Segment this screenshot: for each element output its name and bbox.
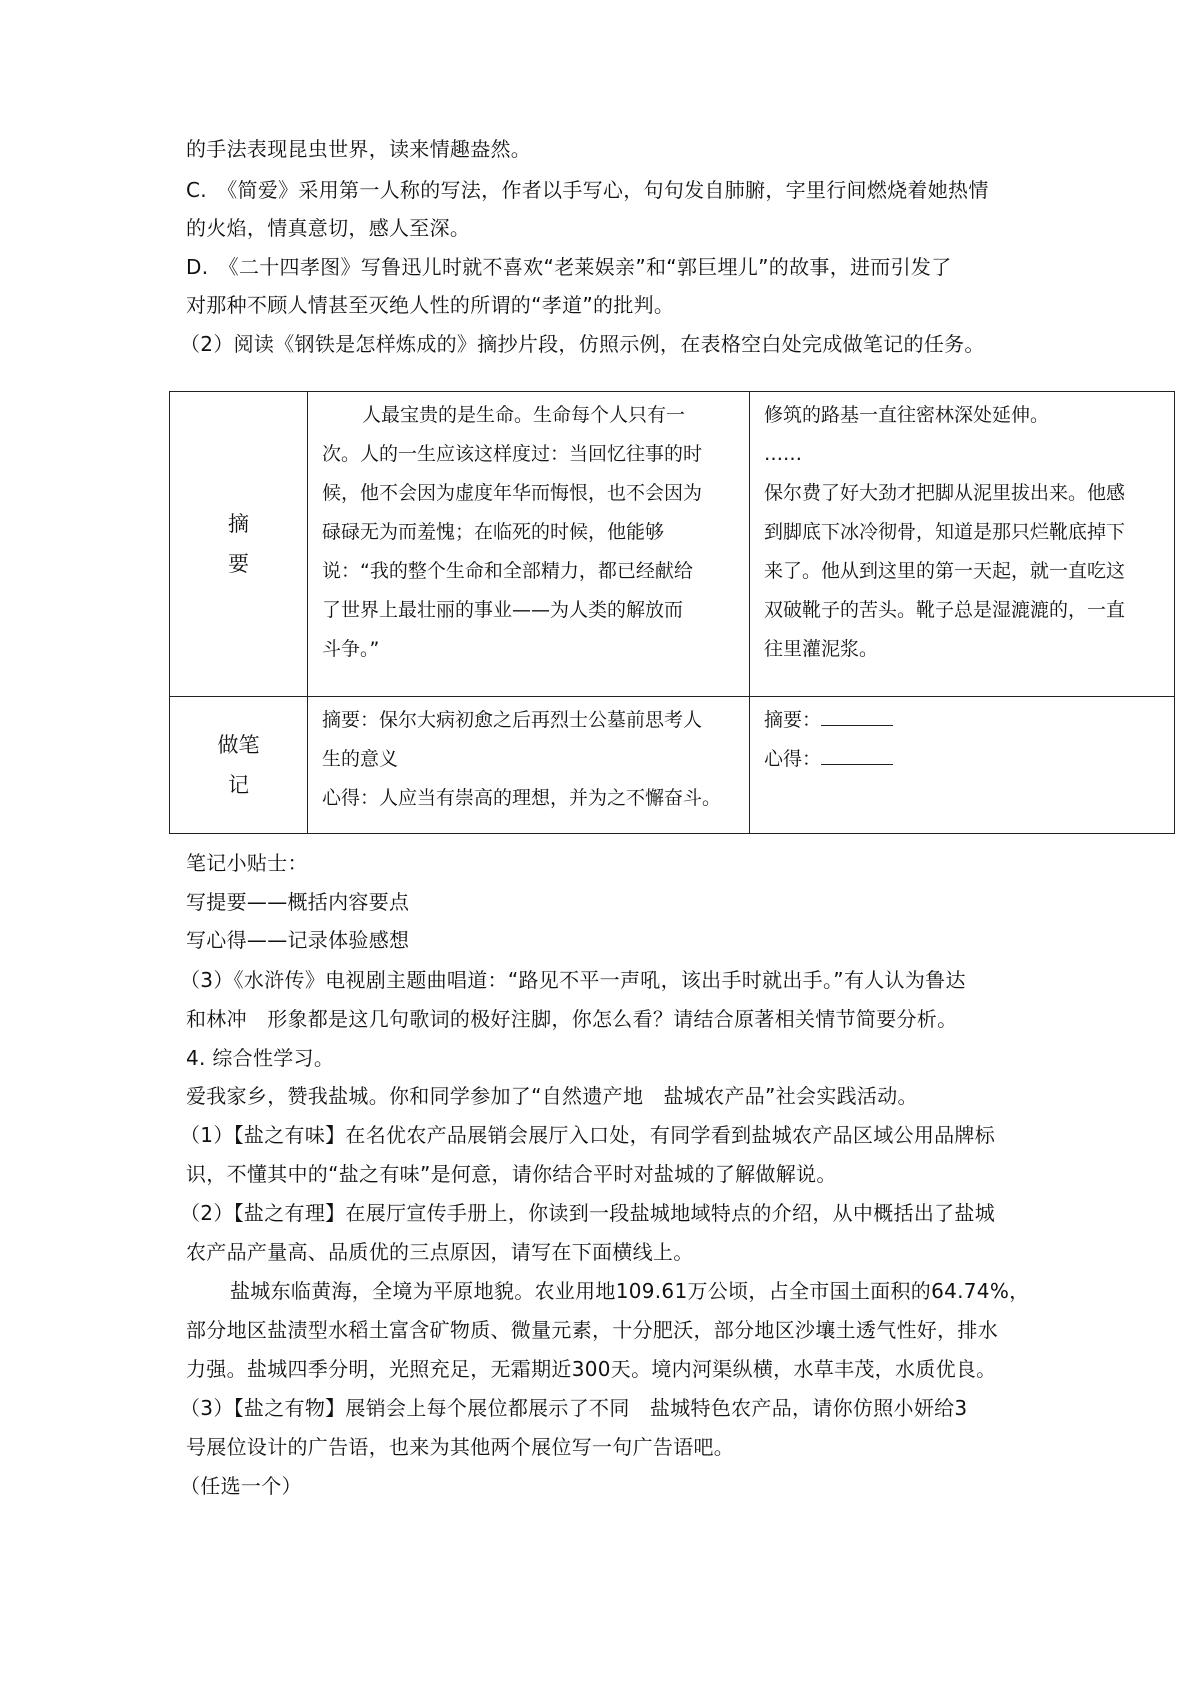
option-d-line-1: D. 《二十四孝图》写鲁迅儿时就不喜欢“老莱娱亲”和“郭巨埋儿”的故事，进而引发了 — [186, 255, 952, 279]
row-header-char: 做笔 — [217, 733, 260, 757]
excerpt-line: 保尔费了好大劲才把脚从泥里拔出来。他感 — [764, 482, 1126, 504]
summary-label: 摘要： — [764, 709, 822, 731]
question-2-prompt: （2）阅读《钢铁是怎样炼成的》摘抄片段，仿照示例，在表格空白处完成做笔记的任务。 — [180, 332, 985, 356]
excerpt-row-header — [170, 392, 308, 697]
excerpt-line: 斗争。” — [322, 638, 380, 660]
notes-line: 摘要：保尔大病初愈之后再烈士公墓前思考人 — [322, 709, 703, 731]
excerpt-line: 到脚底下冰冷彻骨，知道是那只烂靴底掉下 — [764, 521, 1126, 543]
subquestion-2-line-2: 农产品产量高、品质优的三点原因，请写在下面横线上。 — [186, 1240, 694, 1264]
insight-label: 心得： — [764, 748, 822, 770]
notes-row — [170, 697, 1175, 834]
excerpt-line: 来了。他从到这里的第一天起，就一直吃这 — [764, 560, 1126, 582]
text-line: 的手法表现昆虫世界，读来情趣盎然。 — [186, 137, 532, 161]
subquestion-3-line-1: （3）【盐之有物】展销会上每个展位都展示了不同 盐城特色农产品，请你仿照小妍给3 — [180, 1396, 968, 1420]
row-header-char: 记 — [228, 773, 249, 797]
excerpt-line: 候，他不会因为虚度年华而悔恨，也不会因为 — [322, 482, 703, 504]
row-header-char: 摘 — [228, 512, 249, 536]
option-c-line-2: 的火焰，情真意切，感人至深。 — [186, 216, 471, 240]
excerpt-line: 了世界上最壮丽的事业——为人类的解放而 — [322, 599, 684, 621]
excerpt-line: 碌碌无为而羞愧；在临死的时候，他能够 — [322, 521, 665, 543]
choose-one-note: （任选一个） — [180, 1474, 302, 1498]
excerpt-line: 往里灌泥浆。 — [764, 638, 879, 660]
option-d-line-2: 对那种不顾人情甚至灭绝人性的所谓的“孝道”的批判。 — [186, 293, 675, 317]
excerpt-line: 双破靴子的苦头。靴子总是湿漉漉的，一直 — [764, 599, 1126, 621]
excerpt-line: 次。人的一生应该这样度过：当回忆往事的时 — [322, 443, 703, 465]
summary-blank[interactable] — [821, 705, 893, 726]
notes-line: 生的意义 — [322, 748, 399, 770]
yancheng-passage-line: 力强。盐城四季分明，光照充足，无霜期近300天。境内河渠纵横，水草丰茂，水质优良。 — [186, 1357, 997, 1381]
notes-example-cell — [308, 697, 750, 834]
row-header-char: 要 — [228, 552, 249, 576]
excerpt-line: 人最宝贵的是生命。生命每个人只有一 — [362, 404, 686, 426]
question-3-line-2: 和林冲 形象都是这几句歌词的极好注脚，你怎么看？请结合原著相关情节简要分析。 — [186, 1007, 958, 1031]
insight-blank[interactable] — [821, 744, 893, 765]
summary-answer-line — [764, 701, 1162, 740]
tip-line: 写心得——记录体验感想 — [186, 928, 410, 952]
notes-task-cell — [750, 697, 1175, 834]
subquestion-1-line-2: 识，不懂其中的“盐之有味”是何意，请你结合平时对盐城的了解做解说。 — [186, 1162, 837, 1186]
subquestion-1-line-1: （1）【盐之有味】在名优农产品展销会展厅入口处，有同学看到盐城农产品区域公用品牌标 — [180, 1123, 996, 1147]
excerpt-line: 修筑的路基一直往密林深处延伸。 — [764, 404, 1050, 426]
excerpt-example-cell — [308, 392, 750, 697]
excerpt-task-cell — [750, 392, 1175, 697]
subquestion-3-line-2: 号展位设计的广告语，也来为其他两个展位写一句广告语吧。 — [186, 1435, 735, 1459]
subquestion-2-line-1: （2）【盐之有理】在展厅宣传手册上，你读到一段盐城地域特点的介绍，从中概括出了盐城 — [180, 1201, 996, 1225]
note-taking-table — [169, 391, 1175, 834]
section-4-title: 4. 综合性学习。 — [186, 1046, 335, 1070]
tips-heading: 笔记小贴士： — [186, 851, 308, 875]
section-4-intro: 爱我家乡，赞我盐城。你和同学参加了“自然遗产地 盐城农产品”社会实践活动。 — [186, 1084, 918, 1108]
yancheng-passage-line: 盐城东临黄海，全境为平原地貌。农业用地109.61万公顷，占全市国土面积的64.74%， — [230, 1279, 1030, 1303]
excerpt-line: …… — [764, 443, 802, 465]
insight-answer-line — [764, 740, 1162, 779]
question-3-line-1: （3）《水浒传》电视剧主题曲唱道：“路见不平一声吼，该出手时就出手。”有人认为鲁达 — [180, 968, 966, 992]
yancheng-passage-line: 部分地区盐渍型水稻土富含矿物质、微量元素，十分肥沃，部分地区沙壤土透气性好，排水 — [186, 1318, 998, 1342]
tip-line: 写提要——概括内容要点 — [186, 890, 410, 914]
option-c-line-1: C. 《简爱》采用第一人称的写法，作者以手写心，句句发自肺腑，字里行间燃烧着她热情 — [186, 178, 989, 202]
excerpt-row — [170, 392, 1175, 697]
notes-line: 心得：人应当有崇高的理想，并为之不懈奋斗。 — [322, 787, 722, 809]
excerpt-line: 说：“我的整个生命和全部精力，都已经献给 — [322, 560, 693, 582]
notes-row-header — [170, 697, 308, 834]
